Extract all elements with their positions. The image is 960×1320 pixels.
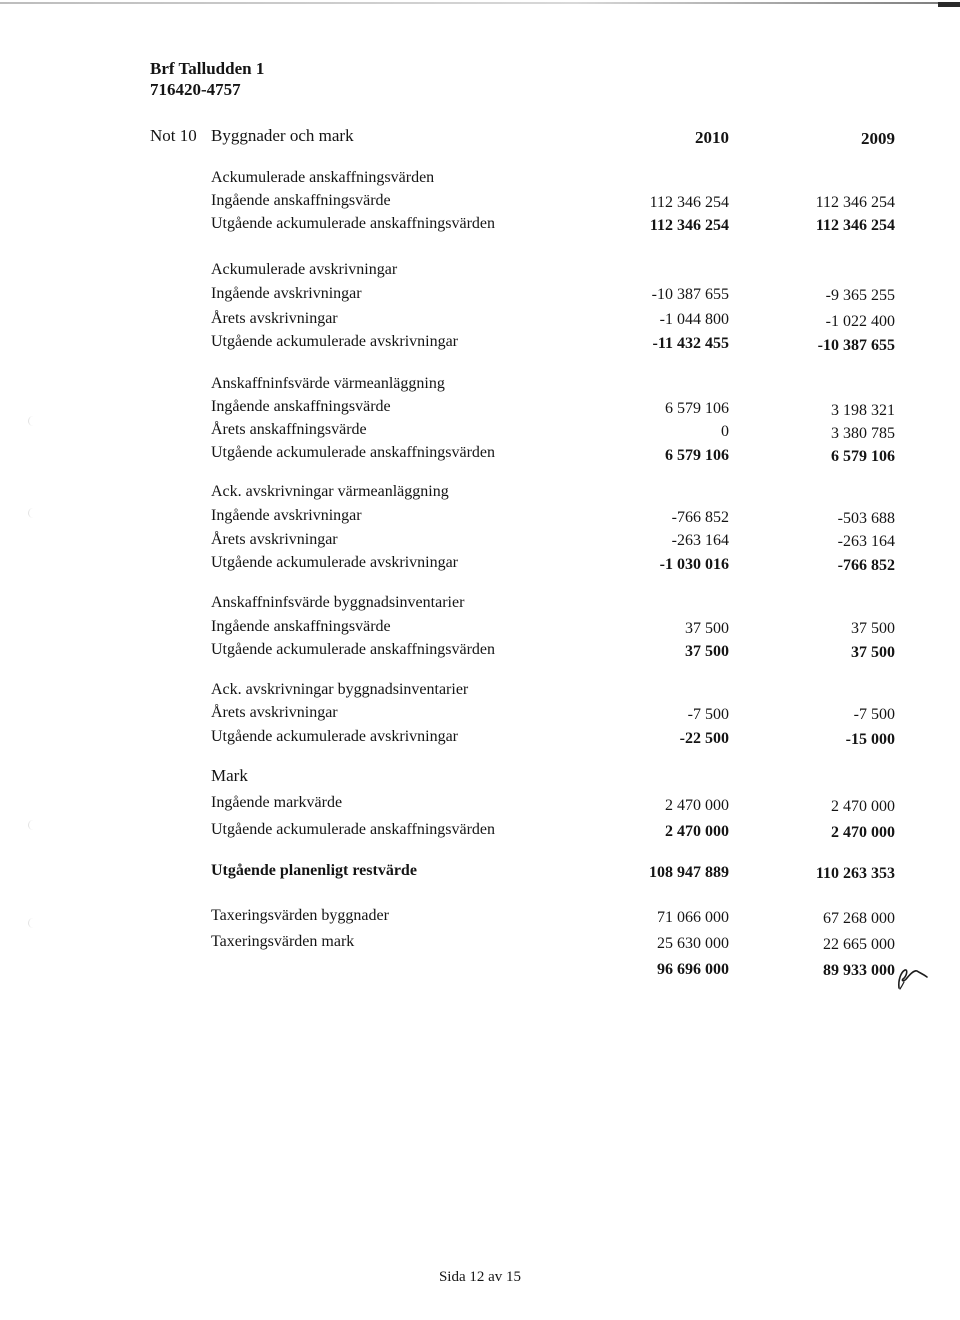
total-value-2009: -15 000: [845, 731, 895, 748]
residual-value-2010: 108 947 889: [649, 864, 729, 881]
section-title: Ackumulerade anskaffningsvärden: [211, 169, 435, 186]
org-name: Brf Talludden 1: [150, 59, 265, 78]
section-title: Ackumulerade avskrivningar: [211, 261, 398, 278]
tax-value-label: Taxeringsvärden byggnader: [211, 907, 389, 924]
org-number: 716420-4757: [150, 80, 241, 99]
row-label: Årets avskrivningar: [211, 310, 338, 327]
punch-hole-shadow: [28, 820, 41, 830]
row-label: Ingående anskaffningsvärde: [211, 618, 391, 635]
section-title: Anskaffninfsvärde byggnadsinventarier: [211, 594, 465, 611]
row-label: Årets avskrivningar: [211, 531, 338, 548]
scan-corner-mark: [938, 2, 960, 7]
tax-value-2010: 25 630 000: [657, 935, 729, 952]
row-label: Ingående avskrivningar: [211, 507, 362, 524]
total-value-2009: 2 470 000: [831, 824, 895, 841]
tax-value-label: Taxeringsvärden mark: [211, 933, 355, 950]
value-2009: -263 164: [837, 533, 895, 550]
section-title: Ack. avskrivningar byggnadsinventarier: [211, 681, 469, 698]
scan-top-edge: [0, 2, 960, 4]
total-value-2009: 37 500: [851, 644, 895, 661]
value-2009: -7 500: [853, 706, 895, 723]
value-2010: -7 500: [687, 706, 729, 723]
row-label: Utgående ackumulerade anskaffningsvärden: [211, 444, 496, 461]
value-2010: -10 387 655: [651, 286, 729, 303]
value-2009: 37 500: [851, 620, 895, 637]
tax-value-2010: 71 066 000: [657, 909, 729, 926]
value-2009: -9 365 255: [825, 287, 895, 304]
punch-hole-shadow: [28, 416, 41, 426]
value-2009: 3 198 321: [831, 402, 895, 419]
value-2009: -503 688: [837, 510, 895, 527]
row-label: Ingående avskrivningar: [211, 285, 362, 302]
total-value-2010: -11 432 455: [652, 335, 729, 352]
column-header-2010: 2010: [695, 128, 729, 147]
tax-total-2010: 96 696 000: [657, 961, 729, 978]
total-value-2009: 112 346 254: [815, 217, 895, 234]
handwritten-initials-mark: [893, 958, 929, 992]
value-2010: -766 852: [671, 509, 729, 526]
row-label: Ingående anskaffningsvärde: [211, 398, 391, 415]
row-label: Utgående ackumulerade anskaffningsvärden: [211, 821, 496, 838]
row-label: Utgående ackumulerade avskrivningar: [211, 728, 459, 745]
tax-value-2009: 22 665 000: [823, 936, 895, 953]
value-2010: 37 500: [685, 620, 729, 637]
value-2010: 2 470 000: [665, 797, 729, 814]
total-value-2009: -766 852: [837, 557, 895, 574]
punch-hole-shadow: [28, 508, 41, 518]
punch-hole-shadow: [28, 918, 41, 928]
note-number: Not 10: [150, 126, 197, 145]
total-value-2010: 6 579 106: [665, 447, 729, 464]
value-2010: 6 579 106: [665, 400, 729, 417]
value-2009: -1 022 400: [825, 313, 895, 330]
value-2009: 2 470 000: [831, 798, 895, 815]
section-title: Ack. avskrivningar värmeanläggning: [211, 483, 449, 500]
section-title: Mark: [211, 766, 248, 785]
page-number: Sida 12 av 15: [438, 1269, 522, 1285]
section-title: Anskaffninfsvärde värmeanläggning: [211, 375, 445, 392]
row-label: Ingående anskaffningsvärde: [211, 192, 391, 209]
total-value-2010: 112 346 254: [649, 217, 729, 234]
total-value-2009: -10 387 655: [817, 337, 895, 354]
row-label: Årets anskaffningsvärde: [211, 421, 367, 438]
value-2009: 3 380 785: [831, 425, 895, 442]
note-title: Byggnader och mark: [211, 126, 354, 145]
tax-total-2009: 89 933 000: [823, 962, 895, 979]
value-2010: -263 164: [671, 532, 729, 549]
value-2010: -1 044 800: [659, 311, 729, 328]
row-label: Utgående ackumulerade anskaffningsvärden: [211, 641, 496, 658]
row-label: Årets avskrivningar: [211, 704, 338, 721]
value-2010: 112 346 254: [649, 194, 729, 211]
total-value-2010: 37 500: [685, 643, 729, 660]
residual-value-2009: 110 263 353: [815, 865, 895, 882]
row-label: Ingående markvärde: [211, 794, 343, 811]
row-label: Utgående ackumulerade anskaffningsvärden: [211, 215, 496, 232]
residual-value-label: Utgående planenligt restvärde: [211, 862, 417, 879]
row-label: Utgående ackumulerade avskrivningar: [211, 333, 459, 350]
total-value-2009: 6 579 106: [831, 448, 895, 465]
value-2009: 112 346 254: [815, 194, 895, 211]
column-header-2009: 2009: [861, 129, 895, 148]
tax-value-2009: 67 268 000: [823, 910, 895, 927]
row-label: Utgående ackumulerade avskrivningar: [211, 554, 459, 571]
total-value-2010: -22 500: [679, 730, 729, 747]
total-value-2010: 2 470 000: [665, 823, 729, 840]
value-2010: 0: [721, 423, 729, 440]
total-value-2010: -1 030 016: [659, 556, 729, 573]
